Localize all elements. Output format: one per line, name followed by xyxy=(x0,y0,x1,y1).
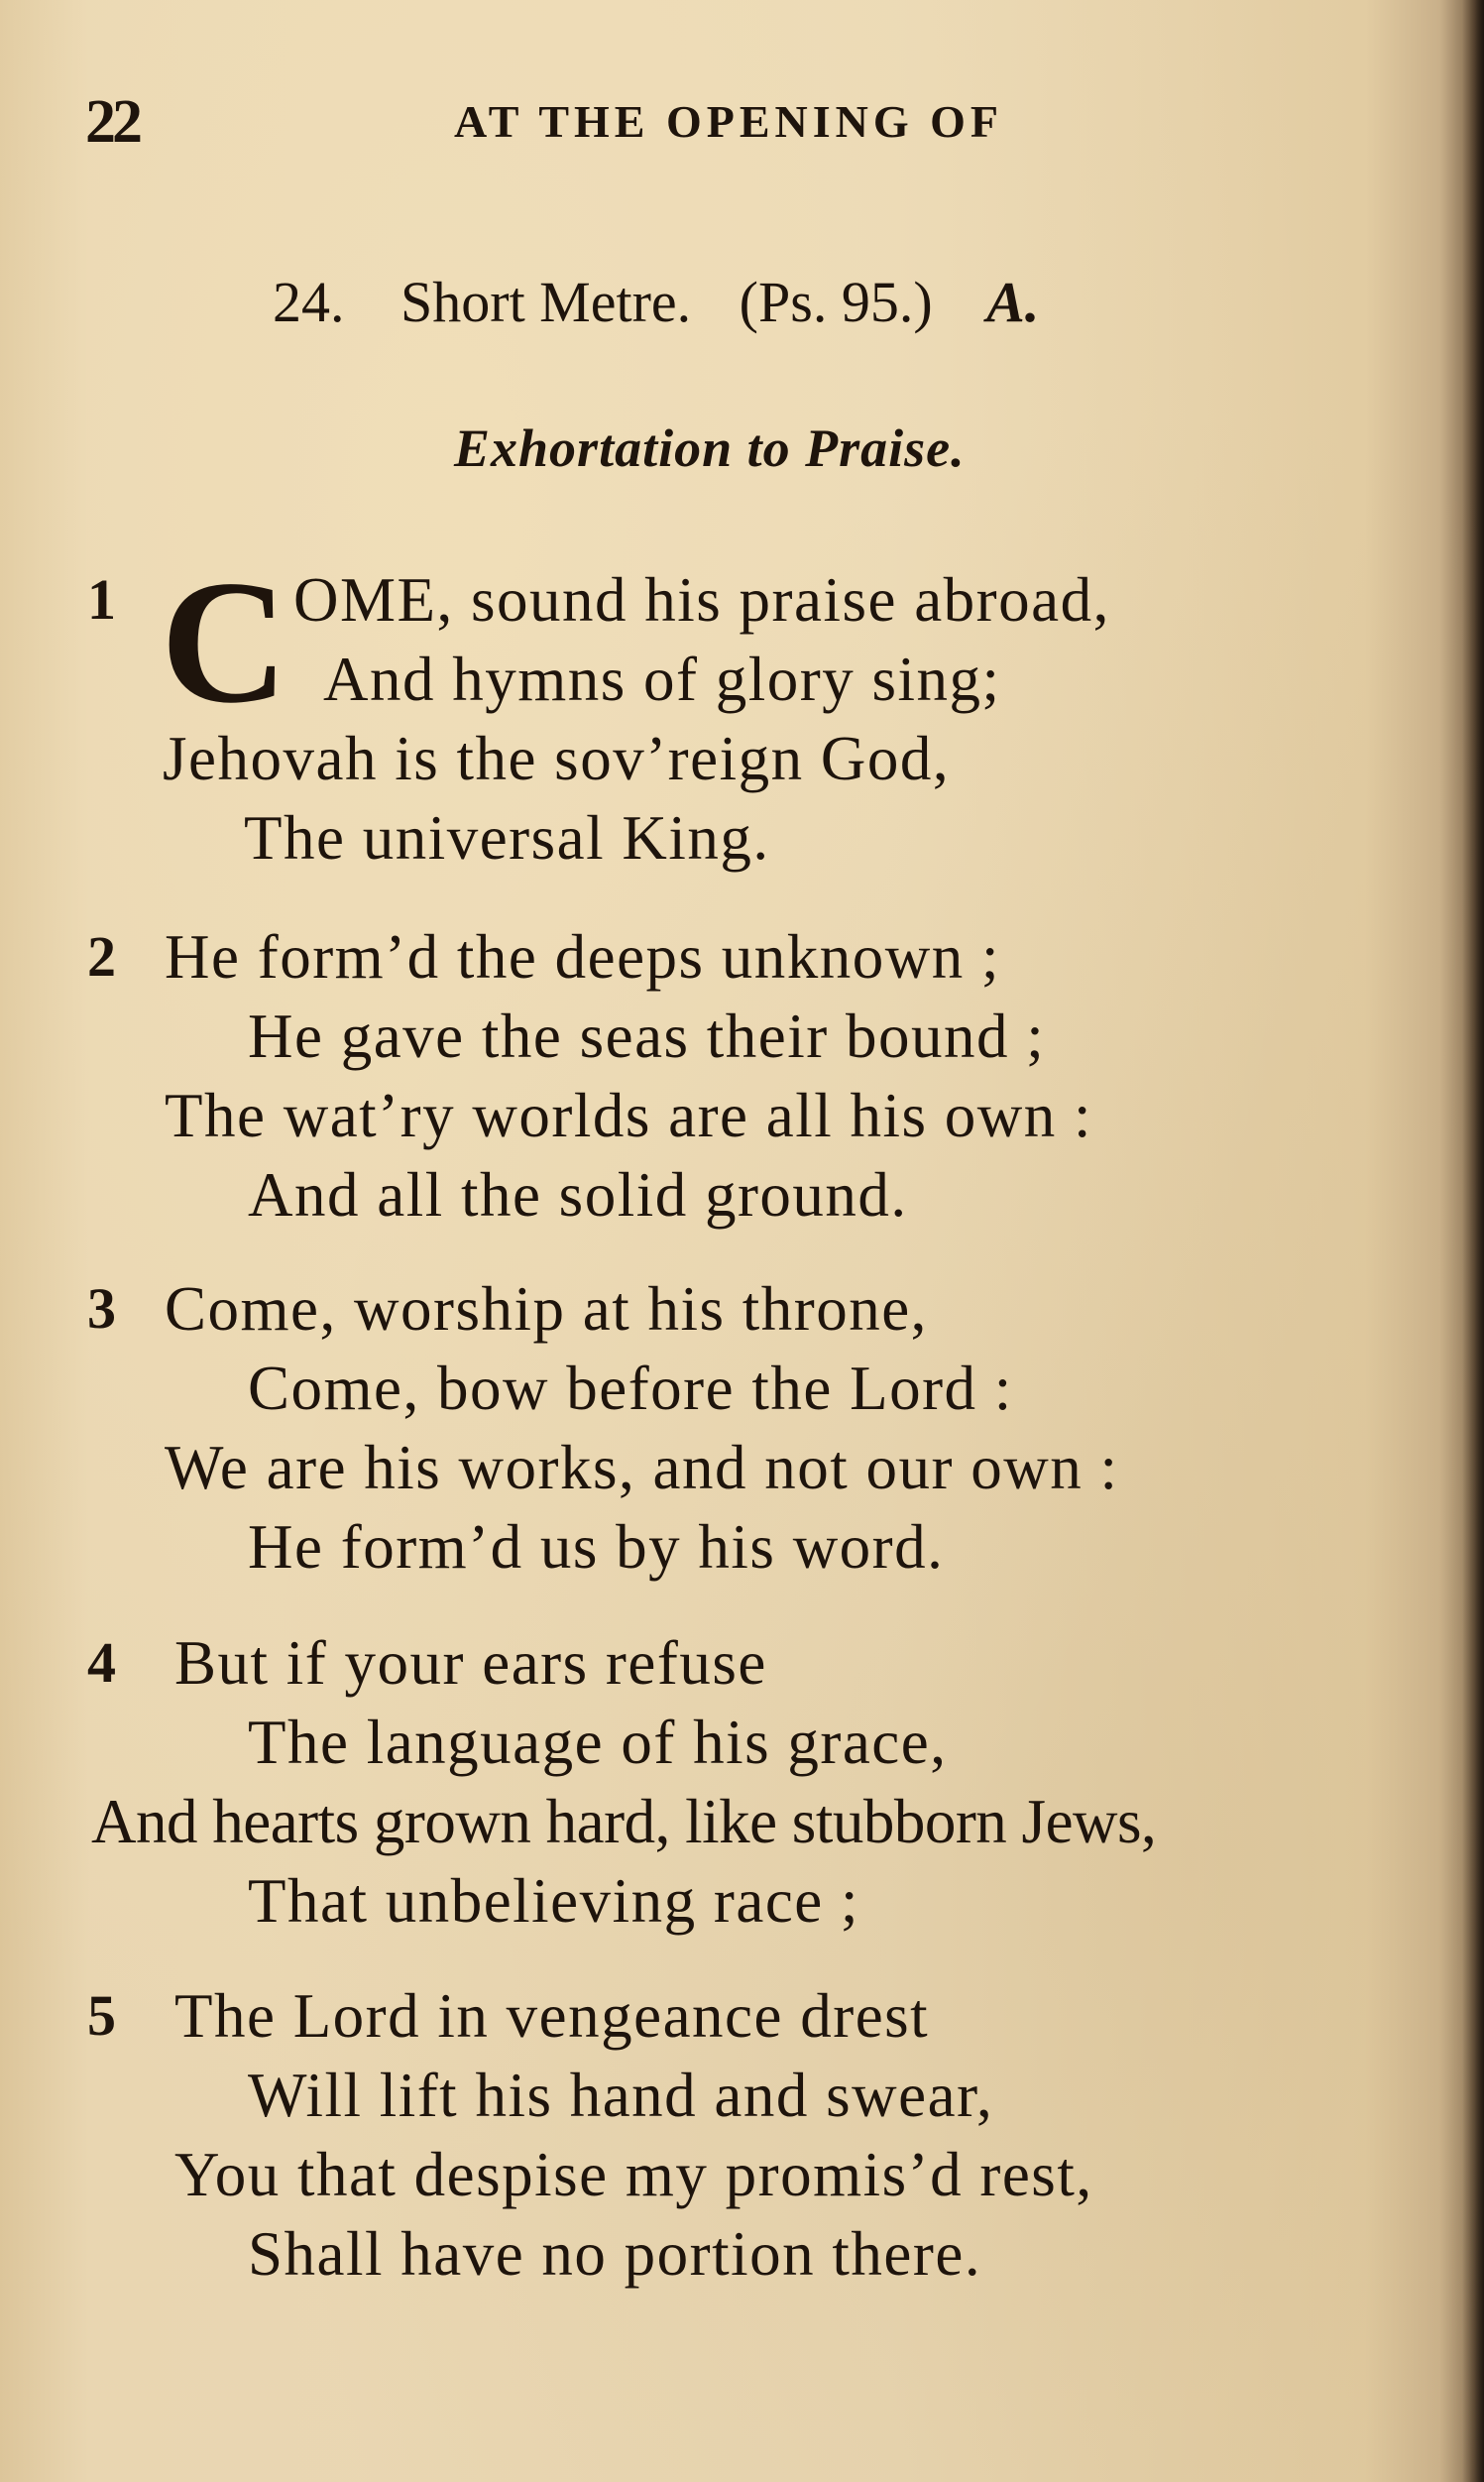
running-head: AT THE OPENING OF xyxy=(454,96,1004,147)
verse-number: 5 xyxy=(87,1983,116,2048)
verse-line: That unbelieving race ; xyxy=(248,1866,860,1936)
verse-line: He form’d the deeps unknown ; xyxy=(165,922,1001,992)
verse-line: The language of his grace, xyxy=(248,1708,948,1777)
hymn-tune-mark: A. xyxy=(986,270,1040,334)
verse-line: And all the solid ground. xyxy=(248,1160,908,1230)
page-edge-shadow xyxy=(1462,0,1484,2482)
page-number: 22 xyxy=(85,88,139,156)
verse-line: And hymns of glory sing; xyxy=(323,645,1001,714)
verse-line: Jehovah is the sov’reign God, xyxy=(163,724,951,793)
hymn-title: Exhortation to Praise. xyxy=(454,418,966,478)
verse-line: The Lord in vengeance drest xyxy=(174,1981,930,2051)
page-header xyxy=(0,77,1484,167)
verse-line: We are his works, and not our own : xyxy=(165,1433,1119,1502)
verse-line: He form’d us by his word. xyxy=(248,1512,945,1582)
verse-line: Come, worship at his throne, xyxy=(165,1274,928,1344)
verse-line: You that despise my promis’d rest, xyxy=(174,2140,1093,2209)
verse-line: Come, bow before the Lord : xyxy=(248,1354,1013,1423)
verse-number: 2 xyxy=(87,924,116,989)
hymn-metre: Short Metre. xyxy=(400,270,692,334)
verse-line: Shall have no portion there. xyxy=(248,2219,982,2289)
drop-cap: C xyxy=(161,543,288,740)
hymn-psalm-reference: (Ps. 95.) xyxy=(739,270,933,334)
verse-line: The wat’ry worlds are all his own : xyxy=(165,1081,1093,1150)
verse-line: Will lift his hand and swear, xyxy=(248,2061,994,2130)
verse-line: OME, sound his praise abroad, xyxy=(293,565,1110,635)
verse-line: He gave the seas their bound ; xyxy=(248,1002,1046,1071)
verse-line: But if your ears refuse xyxy=(174,1628,767,1698)
verse-number: 4 xyxy=(87,1630,116,1695)
hymn-heading xyxy=(273,263,1039,342)
verse-line: The universal King. xyxy=(244,803,770,873)
verse-number: 3 xyxy=(87,1276,116,1341)
hymn-number: 24. xyxy=(273,270,345,334)
verse-line: And hearts grown hard, like stubborn Jews, xyxy=(91,1787,1157,1856)
verse-number: 1 xyxy=(87,567,116,632)
